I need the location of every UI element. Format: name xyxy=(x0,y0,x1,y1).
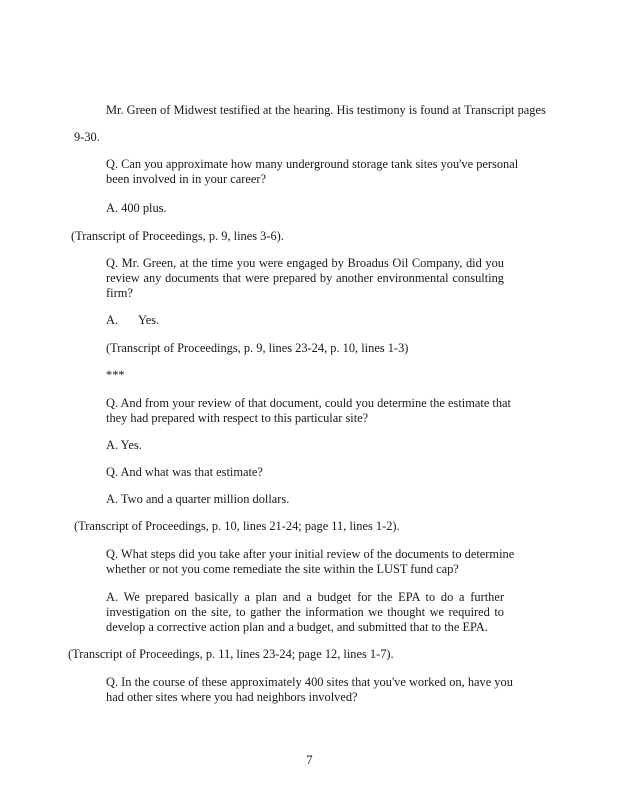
citation-2: (Transcript of Proceedings, p. 9, lines 23-24, p. 10, lines 1-3) xyxy=(106,341,409,355)
answer-2 xyxy=(106,314,159,327)
citation-4: (Transcript of Proceedings, p. 11, lines 23-24; page 12, lines 1-7). xyxy=(68,647,394,661)
question-1-line-2: been involved in in your career? xyxy=(106,172,266,186)
question-2-line-3: firm? xyxy=(106,286,133,300)
question-6-line-1: Q. In the course of these approximately 400 sites that you've worked on, have you xyxy=(106,675,513,689)
answer-4: A. Two and a quarter million dollars. xyxy=(106,492,290,506)
citation-1: (Transcript of Proceedings, p. 9, lines 3-6). xyxy=(71,229,284,243)
intro-line-1: Mr. Green of Midwest testified at the hearing. His testimony is found at Transcript pages xyxy=(106,103,546,117)
citation-3: (Transcript of Proceedings, p. 10, lines 21-24; page 11, lines 1-2). xyxy=(74,519,400,533)
answer-5-line-3: develop a corrective action plan and a budget, and submitted that to the EPA. xyxy=(106,620,488,634)
question-1-line-1: Q. Can you approximate how many underground storage tank sites you've personal xyxy=(106,157,519,171)
question-4: Q. And what was that estimate? xyxy=(106,465,263,479)
question-2-line-2: review any documents that were prepared by another environmental consulting xyxy=(106,271,504,285)
answer-5-line-1: A. We prepared basically a plan and a budget for the EPA to do a further xyxy=(106,590,504,604)
page-number: 7 xyxy=(306,753,313,767)
answer-1: A. 400 plus. xyxy=(106,201,167,215)
question-6-line-2: had other sites where you had neighbors involved? xyxy=(106,690,358,704)
question-3-line-2: they had prepared with respect to this particular site? xyxy=(106,411,369,425)
answer-3: A. Yes. xyxy=(106,438,142,452)
question-2-line-1: Q. Mr. Green, at the time you were engaged by Broadus Oil Company, did you xyxy=(106,256,504,270)
answer-5-line-2: investigation on the site, to gather the information we thought we required to xyxy=(106,605,504,619)
question-5-line-1: Q. What steps did you take after your initial review of the documents to determine xyxy=(106,547,515,561)
answer-2-label: A. xyxy=(106,313,119,327)
intro-line-2: 9-30. xyxy=(74,130,100,144)
question-3-line-1: Q. And from your review of that document, could you determine the estimate that xyxy=(106,396,511,410)
question-5-line-2: whether or not you come remediate the site within the LUST fund cap? xyxy=(106,562,459,576)
answer-2-text: Yes. xyxy=(138,313,160,327)
omission-marker: *** xyxy=(106,368,125,382)
